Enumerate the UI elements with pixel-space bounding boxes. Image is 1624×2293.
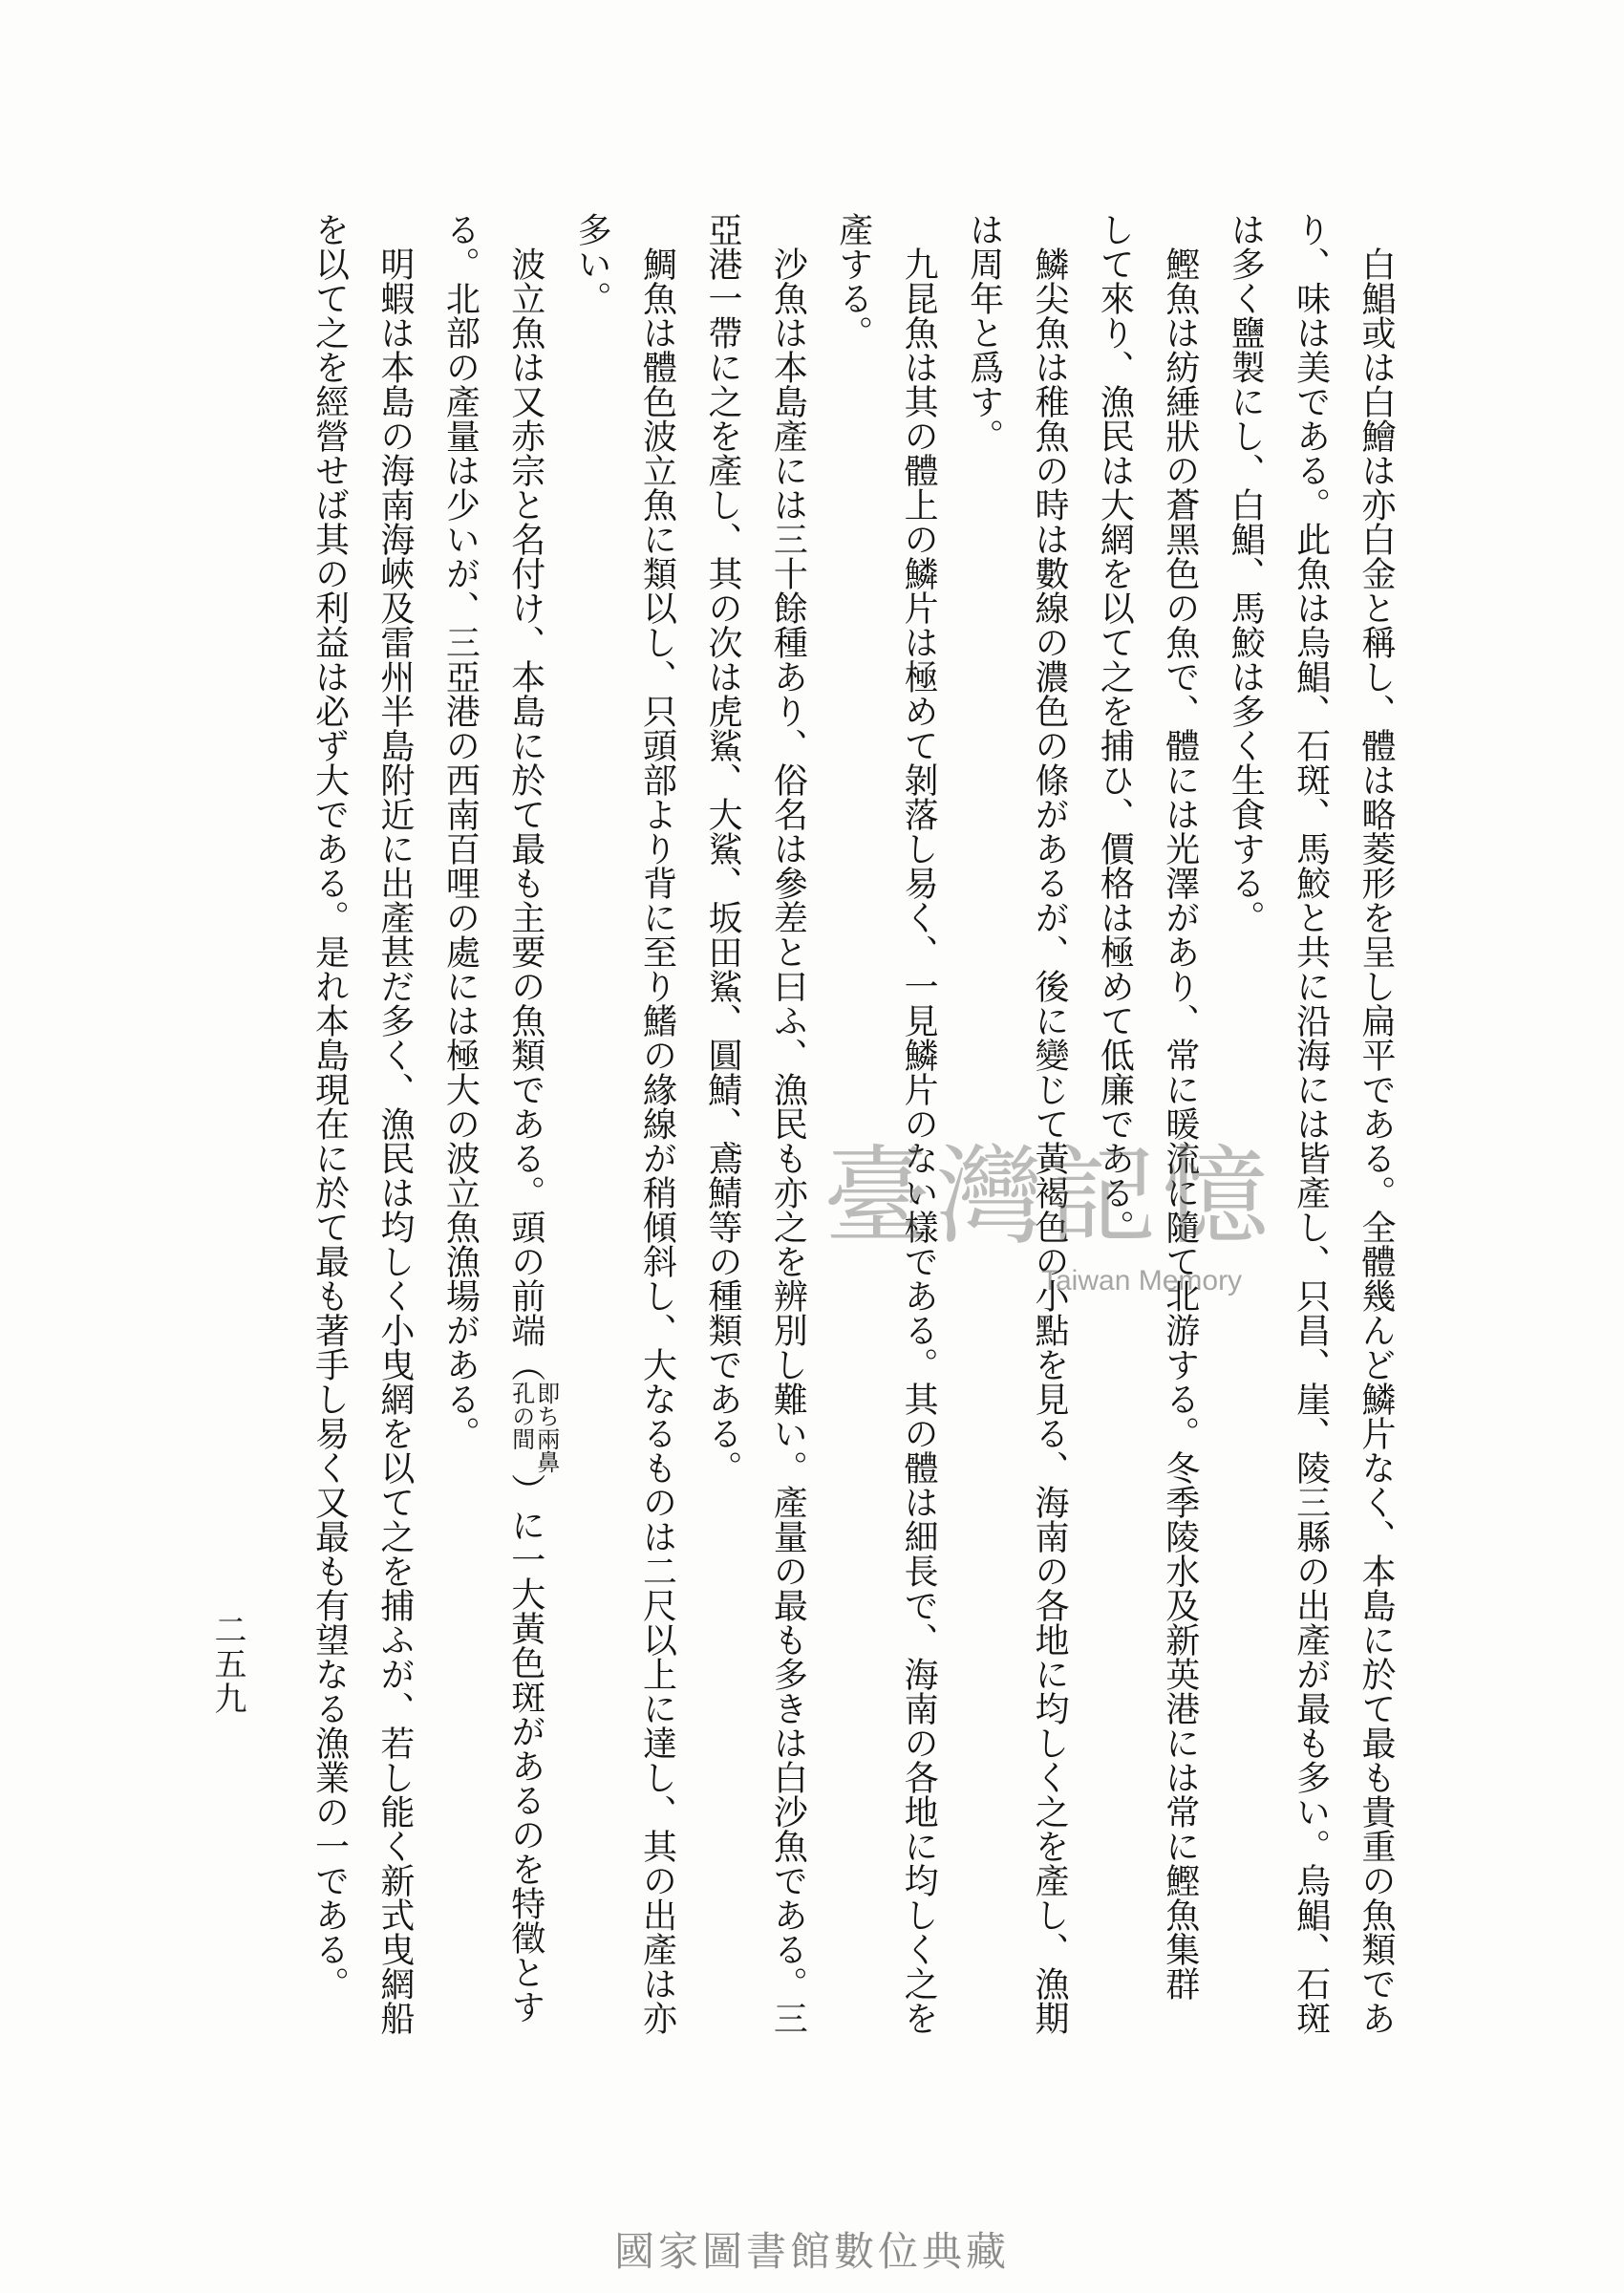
text-column: は周年と爲す。 xyxy=(964,212,1004,453)
text-column: を以て之を經營せば其の利益は必ず大である。是れ本島現在に於て最も著手し易く又最も有望なる漁業の一である。 xyxy=(310,212,350,2001)
text-column xyxy=(492,212,558,2047)
text-column: 多い。 xyxy=(572,212,612,315)
text-column: る。北部の產量は少いが、三亞港の西南百哩の處には極大の波立魚漁場がある。 xyxy=(440,212,481,1450)
inline-note xyxy=(509,1382,559,1473)
watermark-subtitle: Taiwan Memory xyxy=(1041,1265,1243,1297)
text-column: 鯛魚は體色波立魚に類以し、只頭部より背に至り鰭の緣線が稍傾斜し、大なるものは二尺以上に達し、其の出產は亦 xyxy=(637,246,677,2035)
text-segment: ）に一大黃色斑があるのを特徵とす xyxy=(505,1473,545,2024)
inline-note-line: 即ち兩鼻 xyxy=(532,1382,560,1473)
text-column: 沙魚は本島產には三十餘種あり、俗名は參差と曰ふ、漁民も亦之を辨別し難い。產量の最も多きは白沙魚である。三 xyxy=(768,246,808,2035)
watermark-logo: 臺灣記憶 xyxy=(823,1135,1274,1259)
text-column: り、味は美である。此魚は烏鯧、石斑、馬鮫と共に沿海には皆產し、只昌、崖、陵三縣の出產が最も多い。烏鯧、石斑 xyxy=(1291,212,1331,2035)
text-segment: 波立魚は又赤宗と名付け、本島に於て最も主要の魚類である。頭の前端（ xyxy=(505,246,545,1382)
text-column: 鱗尖魚は稚魚の時は數線の濃色の條があるが、後に變じて黃褐色の小點を見る、海南の各地に均しく之を產し、漁期 xyxy=(1029,246,1069,2035)
text-column: 九昆魚は其の體上の鱗片は極めて剝落し易く、一見鱗片のない樣である。其の體は細長で、海南の各地に均しく之を xyxy=(899,246,939,2035)
text-column: 鰹魚は紡綞狀の蒼黑色の魚で、體には光澤があり、常に暖流に隨て北游する。冬季陵水及新英港には常に鰹魚集群 xyxy=(1160,246,1200,2001)
text-column: は多く鹽製にし、白鯧、馬鮫は多く生食する。 xyxy=(1226,212,1266,934)
text-column: 產する。 xyxy=(833,212,873,350)
inline-note-line: 孔の間 xyxy=(507,1382,535,1450)
text-column: 亞港一帶に之を產し、其の次は虎鯊、大鯊、坂田鯊、圓鯖、鳶鯖等の種類である。 xyxy=(702,212,742,1485)
text-column: して來り、漁民は大網を以て之を捕ひ、價格は極めて低廉である。 xyxy=(1095,212,1135,1244)
text-column: 白鯧或は白鱠は亦白金と稱し、體は略菱形を呈し扁平である。全體幾んど鱗片なく、本島に於て最も貴重の魚類であ xyxy=(1357,246,1396,2035)
body-text xyxy=(296,212,1408,2047)
footer-credit: 國家圖書館數位典藏 xyxy=(613,2228,1010,2275)
text-column: 明蝦は本島の海南海峽及雷州半島附近に出產甚だ多く、漁民は均しく小曳網を以て之を捕ふが、若し能く新式曳網船 xyxy=(374,246,415,2035)
page-number: 二五九 xyxy=(208,1613,246,1716)
